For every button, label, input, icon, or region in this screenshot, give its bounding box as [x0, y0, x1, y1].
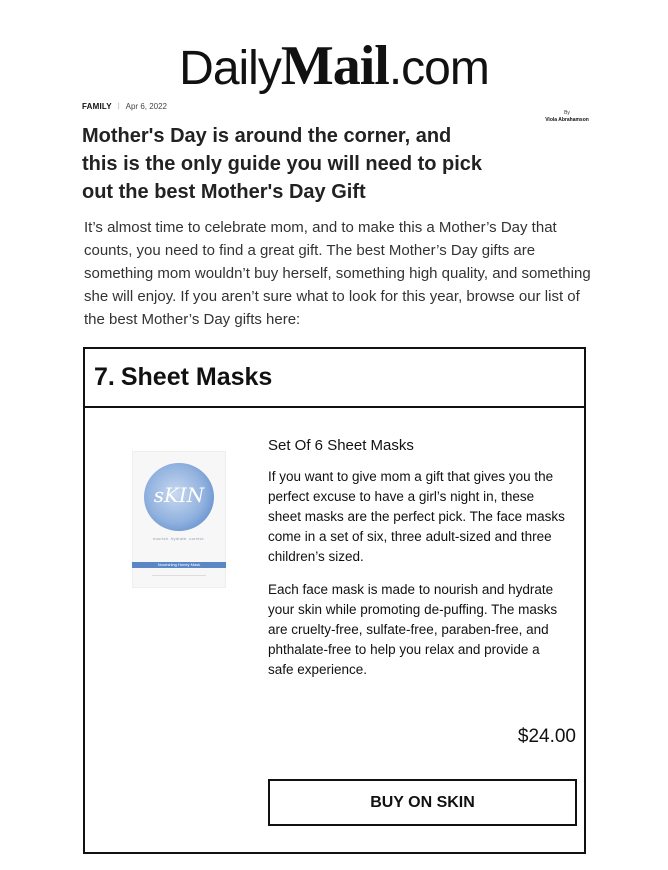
- meta-separator: |: [117, 103, 120, 110]
- product-description: [268, 467, 568, 693]
- product-image-band: Nourishing Honey Mask: [132, 562, 226, 568]
- product-name: Set Of 6 Sheet Masks: [268, 437, 414, 454]
- product-card-header: [85, 349, 584, 408]
- product-number: 7.: [94, 363, 115, 391]
- product-card: [83, 347, 586, 854]
- byline: [536, 110, 598, 124]
- buy-button[interactable]: BUY ON SKIN: [268, 779, 577, 826]
- product-logo-circle: [144, 463, 214, 531]
- product-price: $24.00: [517, 726, 576, 747]
- product-image-logo: sKIN: [153, 483, 205, 507]
- logo-com: .com: [388, 42, 489, 95]
- product-description-1: If you want to give mom a gift that gives you the perfect excuse to have a girl’s night in, these sheet masks are the perfect pick. The face masks come in a set of six, three adult-sized and three children’s sized.: [268, 469, 565, 564]
- logo-daily: Daily: [179, 42, 281, 95]
- product-image[interactable]: [132, 451, 226, 588]
- article-meta: [82, 102, 167, 111]
- article-intro: It’s almost time to celebrate mom, and to make this a Mother’s Day that counts, you need to find a great gift. The best Mother’s Day gifts are something mom wouldn’t buy herself, something high quality, and something she will enjoy. If you aren’t sure what to look for this year, browse our list of the best Mother’s Day gifts here:: [84, 219, 591, 328]
- publish-date: Apr 6, 2022: [125, 102, 168, 111]
- product-image-fineprint: [152, 575, 206, 576]
- logo-mail: Mail: [280, 35, 389, 97]
- product-description-2: Each face mask is made to nourish and hydrate your skin while promoting de-puffing. The masks are cruelty-free, sulfate-free, paraben-free, and phthalate-free to help you relax and provide a safe experience.: [268, 582, 558, 677]
- product-heading-text: Sheet Masks: [120, 363, 273, 391]
- site-logo[interactable]: [0, 35, 668, 97]
- author-name[interactable]: Viola Abrahamson: [545, 117, 589, 123]
- product-image-tagline: nourish. hydrate. correct.: [152, 536, 206, 541]
- category-link[interactable]: FAMILY: [82, 102, 112, 111]
- article-title: Mother's Day is around the corner, and this is the only guide you will need to pick out the best Mother's Day Gift: [82, 125, 483, 203]
- byline-by: By: [564, 110, 570, 116]
- product-heading: [94, 363, 272, 392]
